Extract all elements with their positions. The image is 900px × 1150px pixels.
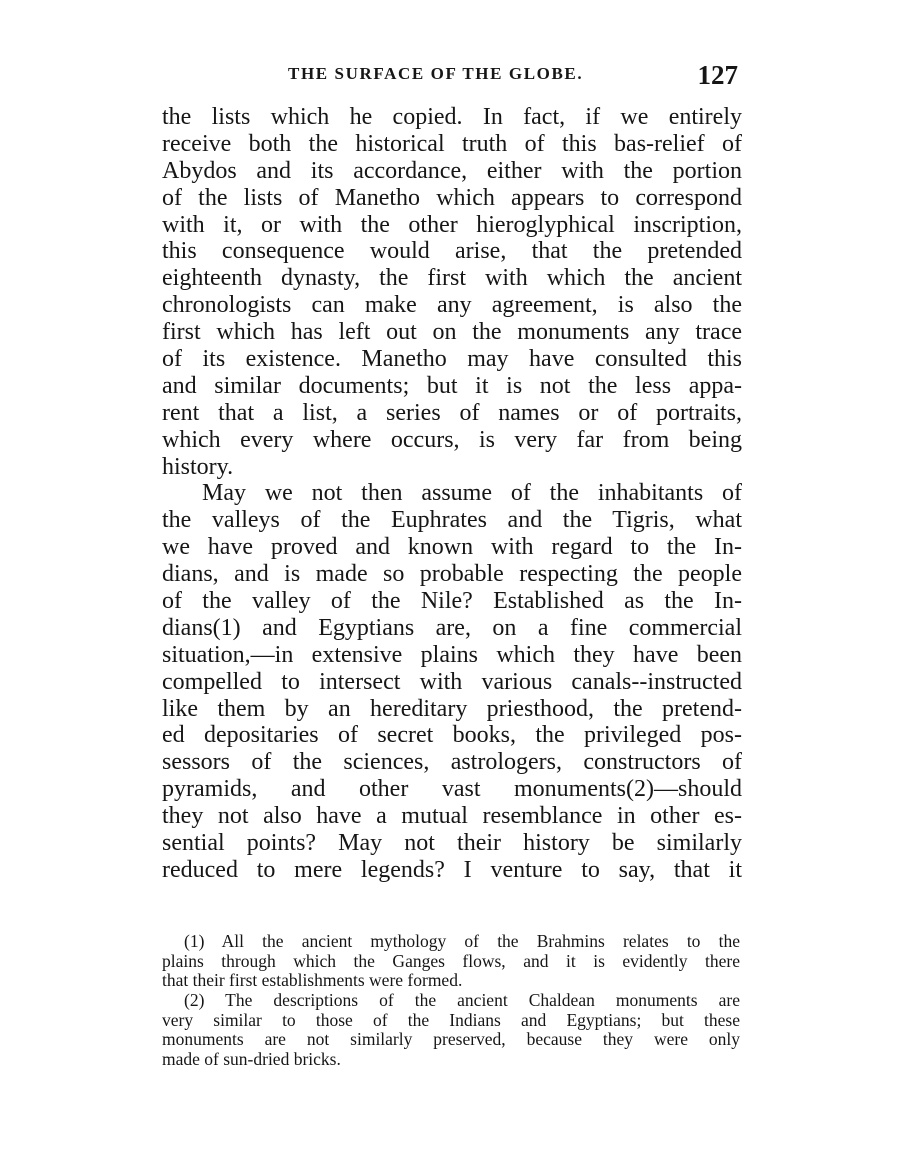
body-text <box>162 104 742 884</box>
body-line: pyramids, and other vast monuments(2)—should <box>162 776 742 803</box>
body-line: they not also have a mutual resemblance in other es- <box>162 803 742 830</box>
body-line: reduced to mere legends? I venture to say, that it <box>162 856 742 883</box>
body-line: the valleys of the Euphrates and the Tigris, what <box>162 507 742 534</box>
body-line: sential points? May not their history be similarly <box>162 830 742 857</box>
footnote-line: very similar to those of the Indians and Egyptians; but these <box>162 1009 740 1030</box>
body-line: dians(1) and Egyptians are, on a fine commercial <box>162 614 742 641</box>
body-line: the lists which he copied. In fact, if we entirely <box>162 104 742 130</box>
body-line: compelled to intersect with various canals--instructed <box>162 668 742 695</box>
running-header <box>160 60 742 90</box>
paragraph-end-line: history. <box>162 453 234 480</box>
body-line: which every where occurs, is very far from being <box>162 426 742 453</box>
body-line: dians, and is made so probable respecting the people <box>162 561 742 588</box>
footnote-line: monuments are not similarly preserved, because they were only <box>162 1029 740 1050</box>
body-line: of the valley of the Nile? Established as the In- <box>162 588 742 615</box>
footnote-1-end: that their first establishments were formed. <box>162 970 463 991</box>
paragraph-start-line: May we not then assume of the inhabitants of <box>202 480 742 507</box>
body-line: this consequence would arise, that the pretended <box>162 238 742 265</box>
footnotes <box>162 932 740 1070</box>
body-line: first which has left out on the monuments any trace <box>162 319 742 346</box>
footnote-2-start: (2) The descriptions of the ancient Chaldean monuments are <box>184 990 740 1011</box>
body-line: and similar documents; but it is not the less appa- <box>162 372 742 399</box>
body-line: of its existence. Manetho may have consulted this <box>162 346 742 373</box>
body-line: eighteenth dynasty, the first with which the ancient <box>162 265 742 292</box>
body-line: like them by an hereditary priesthood, the pretend- <box>162 695 742 722</box>
body-line: of the lists of Manetho which appears to correspond <box>162 184 742 211</box>
body-line: chronologists can make any agreement, is also the <box>162 292 742 319</box>
body-line: Abydos and its accordance, either with the portion <box>162 157 742 184</box>
body-line: with it, or with the other hieroglyphical inscription, <box>162 211 742 238</box>
running-title: THE SURFACE OF THE GLOBE. <box>288 64 584 83</box>
footnote-line: plains through which the Ganges flows, and it is evidently there <box>162 950 740 971</box>
body-line: sessors of the sciences, astrologers, constructors of <box>162 749 742 776</box>
body-line: ed depositaries of secret books, the privileged pos- <box>162 722 742 749</box>
body-line: receive both the historical truth of this bas-relief of <box>162 130 742 157</box>
body-line: we have proved and known with regard to the In- <box>162 534 742 561</box>
footnote-2-end: made of sun-dried bricks. <box>162 1049 341 1070</box>
page-number: 127 <box>697 60 738 90</box>
body-line: rent that a list, a series of names or of portraits, <box>162 399 742 426</box>
footnote-1-start: (1) All the ancient mythology of the Brahmins relates to the <box>184 931 740 951</box>
body-line: situation,—in extensive plains which they have been <box>162 641 742 668</box>
